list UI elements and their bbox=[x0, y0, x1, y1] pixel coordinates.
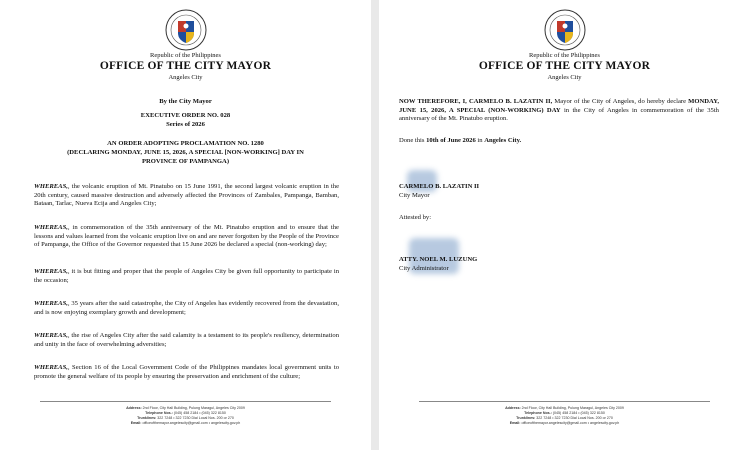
administrator-name: ATTY. NOEL M. LUZUNG bbox=[399, 256, 478, 263]
city-line: Angeles City bbox=[168, 74, 203, 81]
office-title: OFFICE OF THE CITY MAYOR bbox=[478, 60, 651, 72]
whereas-paragraph-6: WHEREAS,, Section 16 of the Local Government Code of the Philippines mandates local government units to promote the general welfare of its people by ensuring the preservation and enrichment of the culture; bbox=[34, 364, 339, 380]
now-therefore-paragraph: NOW THEREFORE, I, CARMELO B. LAZATIN II, Mayor of the City of Angeles, do hereby declare MONDAY, JUNE 15, 2026, A SPECIAL (NON-WORKING) DAY in the City of Angeles in commemoration of the 35th anniversary of the Mt. Pinatubo eruption. bbox=[399, 98, 720, 122]
order-title-line2: (DECLARING MONDAY, JUNE 15, 2026, A SPECIAL [NON-WORKING] DAY IN bbox=[67, 149, 304, 156]
whereas-paragraph-2: WHEREAS,, in commemoration of the 35th anniversary of the Mt. Pinatubo eruption and to ensure that the lessons and values learned from the volcanic eruption live on and are never forgotten by the People of the Province of Pampanga, the Office of the Governor requested that 15 June 2026 be declared a special (non-working) day; bbox=[34, 224, 339, 248]
office-title: OFFICE OF THE CITY MAYOR bbox=[99, 60, 272, 72]
mayor-title: City Mayor bbox=[399, 192, 430, 199]
whereas-paragraph-3: WHEREAS,, it is but fitting and proper that the people of Angeles City be given full opportunity to participate in the occasion; bbox=[34, 268, 339, 284]
page-footer: Address: 2nd Floor, City Hall Building, Pulung Maragul, Angeles City 2009 Telephone Nos.: (045) 458 2184 • (045) 322 8150 Trunklines: 322 7248 • 322 7230 Dial Local Nos. 200 or 270 Email: officeofthemayor.angelescity@gmail.com • angelescity.gov.ph bbox=[505, 406, 624, 425]
republic-line: Republic of the Philippines bbox=[150, 52, 221, 59]
executive-order-page-1 bbox=[0, 0, 371, 450]
republic-line: Republic of the Philippines bbox=[529, 52, 600, 59]
page-gutter bbox=[371, 0, 379, 450]
mayor-name: CARMELO B. LAZATIN II bbox=[399, 183, 480, 190]
eo-number: EXECUTIVE ORDER NO. 028 bbox=[140, 112, 231, 119]
executive-order-page-2 bbox=[379, 0, 750, 450]
whereas-paragraph-5: WHEREAS,, the rise of Angeles City after the said calamity is a testament to its people's resiliency, determination and unity in the face of overwhelming adversities; bbox=[34, 332, 339, 348]
footer-divider bbox=[40, 401, 331, 402]
city-line: Angeles City bbox=[547, 74, 582, 81]
attested-by-label: Attested by: bbox=[399, 214, 432, 221]
city-seal-logo bbox=[544, 9, 586, 51]
administrator-title: City Administrator bbox=[399, 265, 449, 272]
page-footer: Address: 2nd Floor, City Hall Building, Pulung Maragul, Angeles City 2009 Telephone Nos.: (045) 458 2184 • (045) 322 8150 Trunklines: 322 7248 • 322 7230 Dial Local Nos. 200 or 270 Email: officeofthemayor.angelescity@gmail.com • angelescity.gov.ph bbox=[126, 406, 245, 425]
whereas-paragraph-4: WHEREAS,, 35 years after the said catastrophe, the City of Angeles has evidently recovered from the devastation, and is now enjoying exemplary growth and development; bbox=[34, 300, 339, 316]
done-line: Done this 10th of June 2026 in Angeles City. bbox=[399, 137, 522, 144]
city-seal-logo bbox=[165, 9, 207, 51]
eo-series: Series of 2026 bbox=[166, 121, 205, 128]
footer-divider bbox=[419, 401, 710, 402]
by-line: By the City Mayor bbox=[159, 98, 212, 105]
whereas-paragraph-1: WHEREAS,, the volcanic eruption of Mt. Pinatubo on 15 June 1991, the second largest volcanic eruption in the 20th century, caused massive destruction and adversely affected the Provinces of Zambales, Pampanga, Bamban, Bataan, Tarlac, Nueva Ecija and Angeles City; bbox=[34, 183, 339, 207]
order-title-line3: PROVINCE OF PAMPANGA) bbox=[141, 158, 230, 165]
order-title-line1: AN ORDER ADOPTING PROCLAMATION NO. 1280 bbox=[107, 140, 264, 147]
